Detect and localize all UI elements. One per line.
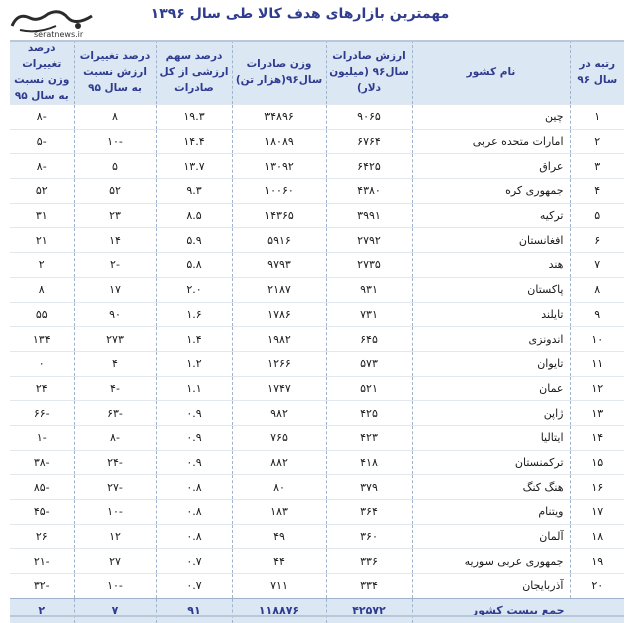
cell-country: پاکستان [412, 277, 570, 302]
cell-value-change: -۱۰ [74, 129, 156, 154]
cell-export-value: ۶۴۵ [326, 327, 412, 352]
cell-value-change: -۲ [74, 253, 156, 278]
cell-country: آلمان [412, 524, 570, 549]
cell-country: تایلند [412, 302, 570, 327]
cell-value-change: ۹۰ [74, 302, 156, 327]
cell-export-value: ۲۷۳۵ [326, 253, 412, 278]
cell-weight-change: -۱ [10, 425, 74, 450]
cell-weight-change: -۸ [10, 105, 74, 130]
cell-export-weight: ۷۶۵ [232, 425, 326, 450]
cell-value-change: ۱۲ [74, 524, 156, 549]
cell-export-value: ۴۳۸۰ [326, 179, 412, 204]
cell-export-value: ۹۰۶۵ [326, 105, 412, 130]
cell-rank: ۴ [570, 179, 624, 204]
cell-value-change: -۱۰ [74, 500, 156, 525]
table-row [10, 277, 624, 302]
page-title: مهمترین بازارهای هدف کالا طی سال ۱۳۹۶ [150, 6, 450, 22]
cell-country: اندونزی [412, 327, 570, 352]
cell-weight-change: ۱۳۴ [10, 327, 74, 352]
cell-weight-change: -۳۲ [10, 574, 74, 599]
cell-weight-change: -۵ [10, 129, 74, 154]
table-row [10, 327, 624, 352]
cell-value-share: ۱.۲ [156, 351, 232, 376]
cell-export-weight: ۱۸۰۸۹ [232, 129, 326, 154]
cell-rank: ۹ [570, 302, 624, 327]
cell-value-change: ۲۷ [74, 549, 156, 574]
table-row [10, 351, 624, 376]
cell-value-share: ۰.۷ [156, 574, 232, 599]
cell-country: ایتالیا [412, 425, 570, 450]
cell-rank: ۲ [570, 129, 624, 154]
cell-value-change: ۵ [74, 154, 156, 179]
cell-value-share: ۰.۷ [156, 549, 232, 574]
cell-export-weight: ۱۹۸۲ [232, 327, 326, 352]
cell-export-weight: ۹۷۹۳ [232, 253, 326, 278]
total-weight-change: ۲ [10, 598, 74, 623]
cell-rank: ۸ [570, 277, 624, 302]
cell-weight-change: ۲ [10, 253, 74, 278]
cell-export-weight: ۸۸۲ [232, 450, 326, 475]
cell-value-share: ۲.۰ [156, 277, 232, 302]
cell-export-value: ۹۳۱ [326, 277, 412, 302]
cell-value-share: ۸.۵ [156, 203, 232, 228]
total-export-weight: ۱۱۸۸۷۶ [232, 598, 326, 623]
cell-weight-change: ۸ [10, 277, 74, 302]
cell-country: هنگ کنگ [412, 475, 570, 500]
table-row [10, 228, 624, 253]
cell-country: عمان [412, 376, 570, 401]
cell-value-share: ۰.۸ [156, 500, 232, 525]
cell-value-share: ۱.۶ [156, 302, 232, 327]
cell-value-share: ۱۴.۴ [156, 129, 232, 154]
cell-rank: ۱۰ [570, 327, 624, 352]
cell-value-change: ۲۷۳ [74, 327, 156, 352]
cell-value-share: ۱۳.۷ [156, 154, 232, 179]
cell-value-share: ۰.۹ [156, 450, 232, 475]
cell-rank: ۵ [570, 203, 624, 228]
cell-value-share: ۱.۱ [156, 376, 232, 401]
table-row [10, 500, 624, 525]
cell-weight-change: -۳۸ [10, 450, 74, 475]
cell-export-value: ۳۶۴ [326, 500, 412, 525]
header-value-change: درصد تغییرات ارزش نسبت به سال ۹۵ [74, 40, 156, 105]
cell-export-weight: ۱۷۴۷ [232, 376, 326, 401]
cell-export-value: ۴۲۵ [326, 401, 412, 426]
cell-export-weight: ۱۲۶۶ [232, 351, 326, 376]
cell-weight-change: -۸۵ [10, 475, 74, 500]
cell-value-share: ۵.۹ [156, 228, 232, 253]
table-row [10, 425, 624, 450]
total-export-value: ۴۲۵۷۲ [326, 598, 412, 623]
table-row [10, 549, 624, 574]
cell-export-weight: ۱۷۸۶ [232, 302, 326, 327]
table-row [10, 574, 624, 599]
cell-country: چین [412, 105, 570, 130]
cell-export-weight: ۱۴۳۶۵ [232, 203, 326, 228]
cell-rank: ۱۲ [570, 376, 624, 401]
table-row [10, 475, 624, 500]
cell-rank: ۱۱ [570, 351, 624, 376]
cell-value-change: ۴ [74, 351, 156, 376]
cell-export-value: ۳۳۶ [326, 549, 412, 574]
cell-export-weight: ۹۸۲ [232, 401, 326, 426]
cell-rank: ۶ [570, 228, 624, 253]
cell-export-value: ۴۲۳ [326, 425, 412, 450]
cell-rank: ۲۰ [570, 574, 624, 599]
cell-value-share: ۰.۸ [156, 475, 232, 500]
cell-value-change: ۱۴ [74, 228, 156, 253]
cell-weight-change: ۵۲ [10, 179, 74, 204]
cell-country: امارات متحده عربی [412, 129, 570, 154]
cell-export-value: ۴۱۸ [326, 450, 412, 475]
cell-weight-change: -۸ [10, 154, 74, 179]
cell-weight-change: -۴۵ [10, 500, 74, 525]
table-row [10, 524, 624, 549]
cell-rank: ۱۸ [570, 524, 624, 549]
cell-rank: ۱۵ [570, 450, 624, 475]
cell-country: تایوان [412, 351, 570, 376]
cell-rank: ۱ [570, 105, 624, 130]
cell-country: عراق [412, 154, 570, 179]
cell-export-value: ۳۷۹ [326, 475, 412, 500]
cell-weight-change: ۲۱ [10, 228, 74, 253]
cell-value-share: ۵.۸ [156, 253, 232, 278]
cell-export-weight: ۷۱۱ [232, 574, 326, 599]
cell-export-weight: ۱۰۰۶۰ [232, 179, 326, 204]
total-row [10, 598, 624, 623]
header-row [10, 40, 624, 105]
cell-export-value: ۲۷۹۲ [326, 228, 412, 253]
header-country: نام کشور [412, 40, 570, 105]
cell-value-share: ۱.۴ [156, 327, 232, 352]
table-row [10, 154, 624, 179]
cell-value-change: -۲۷ [74, 475, 156, 500]
cell-country: هند [412, 253, 570, 278]
cell-export-value: ۳۹۹۱ [326, 203, 412, 228]
cell-export-weight: ۳۴۸۹۶ [232, 105, 326, 130]
cell-export-weight: ۱۸۳ [232, 500, 326, 525]
table-row [10, 203, 624, 228]
total-label: جمع بیست کشور [412, 598, 624, 623]
cell-weight-change: ۰ [10, 351, 74, 376]
cell-country: ترکمنستان [412, 450, 570, 475]
cell-value-share: ۰.۸ [156, 524, 232, 549]
cell-export-value: ۳۶۰ [326, 524, 412, 549]
cell-export-value: ۷۳۱ [326, 302, 412, 327]
table-row [10, 179, 624, 204]
header-weight-change: درصد تغییرات وزن نسبت به سال ۹۵ [10, 40, 74, 105]
header-export-value: ارزش صادرات سال۹۶ (میلیون دلار) [326, 40, 412, 105]
cell-weight-change: ۳۱ [10, 203, 74, 228]
cell-value-share: ۹.۳ [156, 179, 232, 204]
cell-value-change: -۶۳ [74, 401, 156, 426]
table-row [10, 450, 624, 475]
table-row [10, 129, 624, 154]
cell-country: ژاپن [412, 401, 570, 426]
cell-weight-change: -۶۶ [10, 401, 74, 426]
cell-weight-change: -۲۱ [10, 549, 74, 574]
cell-rank: ۱۳ [570, 401, 624, 426]
cell-value-change: ۱۷ [74, 277, 156, 302]
header-value-share: درصد سهم ارزشی از کل صادرات [156, 40, 232, 105]
cell-rank: ۱۴ [570, 425, 624, 450]
cell-country: ویتنام [412, 500, 570, 525]
cell-country: جمهوری عربی سوریه [412, 549, 570, 574]
cell-rank: ۷ [570, 253, 624, 278]
cell-weight-change: ۲۴ [10, 376, 74, 401]
cell-export-weight: ۴۹ [232, 524, 326, 549]
cell-value-share: ۰.۹ [156, 401, 232, 426]
cell-weight-change: ۲۶ [10, 524, 74, 549]
cell-country: افغانستان [412, 228, 570, 253]
export-table [10, 40, 624, 623]
cell-country: ترکیه [412, 203, 570, 228]
cell-rank: ۳ [570, 154, 624, 179]
cell-weight-change: ۵۵ [10, 302, 74, 327]
cell-value-change: -۲۴ [74, 450, 156, 475]
cell-rank: ۱۶ [570, 475, 624, 500]
cell-value-change: ۸ [74, 105, 156, 130]
cell-export-value: ۳۳۴ [326, 574, 412, 599]
cell-export-value: ۶۴۲۵ [326, 154, 412, 179]
cell-country: آذربایجان [412, 574, 570, 599]
cell-country: جمهوری کره [412, 179, 570, 204]
total-value-share: ۹۱ [156, 598, 232, 623]
cell-value-share: ۰.۹ [156, 425, 232, 450]
header-export-weight: وزن صادرات سال۹۶(هزار تن) [232, 40, 326, 105]
cell-value-change: -۸ [74, 425, 156, 450]
total-value-change: ۷ [74, 598, 156, 623]
cell-value-change: -۴ [74, 376, 156, 401]
cell-export-weight: ۱۳۰۹۲ [232, 154, 326, 179]
table-row [10, 302, 624, 327]
cell-export-weight: ۴۴ [232, 549, 326, 574]
cell-export-weight: ۲۱۸۷ [232, 277, 326, 302]
site-url: seratnews.ir [34, 30, 84, 39]
cell-export-value: ۵۷۳ [326, 351, 412, 376]
cell-export-value: ۶۷۶۴ [326, 129, 412, 154]
cell-export-weight: ۵۹۱۶ [232, 228, 326, 253]
cell-value-change: ۵۲ [74, 179, 156, 204]
cell-rank: ۱۷ [570, 500, 624, 525]
table-row [10, 401, 624, 426]
table-row [10, 105, 624, 130]
cell-export-value: ۵۲۱ [326, 376, 412, 401]
table-row [10, 253, 624, 278]
cell-value-change: ۲۳ [74, 203, 156, 228]
cell-export-weight: ۸۰ [232, 475, 326, 500]
cell-value-share: ۱۹.۳ [156, 105, 232, 130]
cell-rank: ۱۹ [570, 549, 624, 574]
cell-value-change: -۱۰ [74, 574, 156, 599]
header-rank: رتبه در سال ۹۶ [570, 40, 624, 105]
table-row [10, 376, 624, 401]
